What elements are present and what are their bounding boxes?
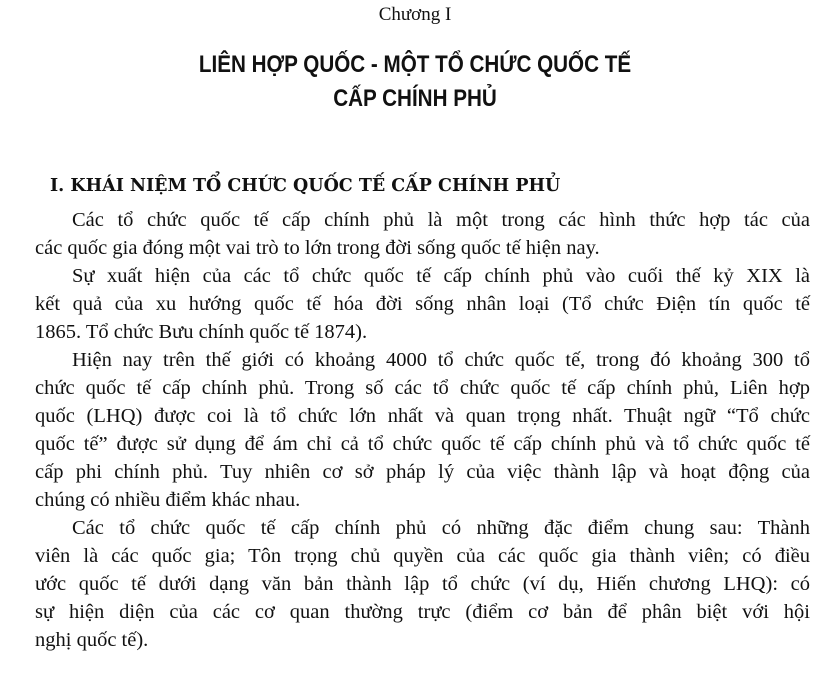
paragraph-line: 1865. Tổ chức Bưu chính quốc tế 1874).: [35, 321, 368, 343]
paragraph-line: quốc tế” được sử dụng để ám chỉ cả tổ chức quốc tế cấp chính phủ và tổ chức quốc tế: [35, 433, 810, 455]
paragraph-line: Hiện nay trên thế giới có khoảng 4000 tổ chức quốc tế, trong đó khoảng 300 tổ: [72, 349, 810, 371]
paragraph-3: [35, 346, 810, 514]
chapter-title-line-2: CẤP CHÍNH PHỦ: [333, 85, 497, 112]
section-heading: I. KHÁI NIỆM TỔ CHỨC QUỐC TẾ CẤP CHÍNH PHỦ: [50, 176, 561, 196]
chapter-title: [58, 48, 772, 116]
paragraph-line: kết quả của xu hướng quốc tế hóa đời sống nhân loại (Tổ chức Điện tín quốc tế: [35, 293, 810, 315]
paragraph-line: viên là các quốc gia; Tôn trọng chủ quyền của các quốc gia thành viên; có điều: [35, 545, 810, 567]
paragraph-line: ước quốc tế dưới dạng văn bản thành lập tổ chức (ví dụ, Hiến chương LHQ): có: [35, 573, 810, 595]
paragraph-line: các quốc gia đóng một vai trò to lớn trong đời sống quốc tế hiện nay.: [35, 237, 600, 259]
paragraph-line: cấp phi chính phủ. Tuy nhiên cơ sở pháp lý của việc thành lập và hoạt động của: [35, 461, 810, 483]
chapter-label: Chương I: [378, 4, 452, 25]
paragraph-line: Các tổ chức quốc tế cấp chính phủ có những đặc điểm chung sau: Thành: [72, 517, 810, 539]
paragraph-line: chúng có nhiều điểm khác nhau.: [35, 489, 301, 511]
paragraph-line: nghị quốc tế).: [35, 629, 149, 651]
chapter-title-line-1: LIÊN HỢP QUỐC - MỘT TỔ CHỨC QUỐC TẾ: [198, 51, 632, 78]
body-text: [35, 206, 810, 654]
paragraph-line: sự hiện diện của các cơ quan thường trực (điểm cơ bản để phân biệt với hội: [35, 601, 810, 623]
paragraph-line: quốc (LHQ) được coi là tổ chức lớn nhất và quan trọng nhất. Thuật ngữ “Tổ chức: [35, 405, 810, 427]
paragraph-4: [35, 514, 810, 654]
paragraph-line: Sự xuất hiện của các tổ chức quốc tế cấp chính phủ vào cuối thế kỷ XIX là: [72, 265, 810, 287]
paragraph-line: Các tổ chức quốc tế cấp chính phủ là một trong các hình thức hợp tác của: [72, 209, 810, 231]
paragraph-2: [35, 262, 810, 346]
paragraph-1: [35, 206, 810, 262]
paragraph-line: chức quốc tế cấp chính phủ. Trong số các tổ chức quốc tế cấp chính phủ, Liên hợp: [35, 377, 810, 399]
